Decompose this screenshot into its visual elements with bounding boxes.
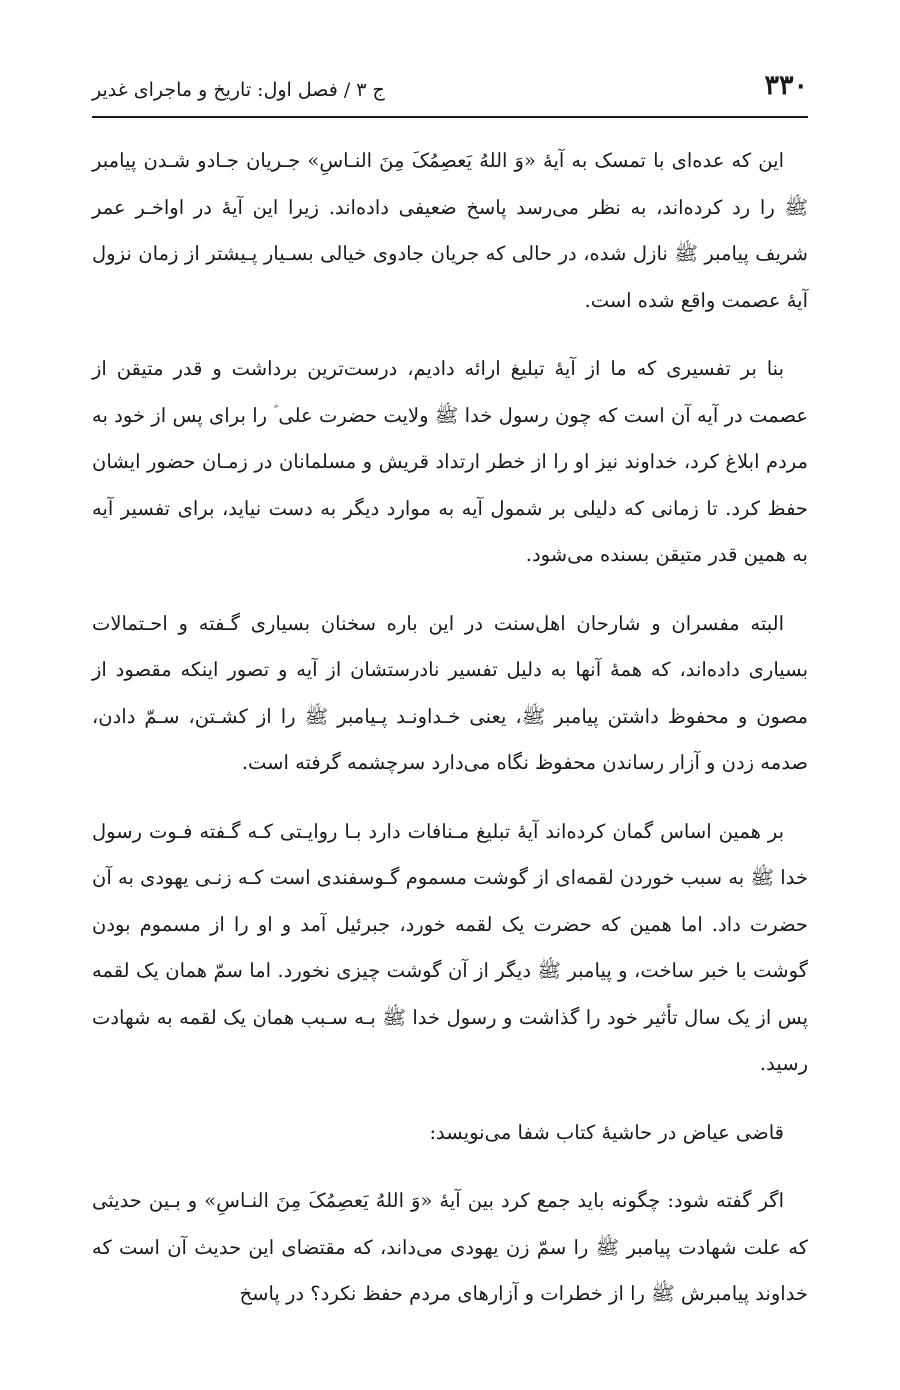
paragraph: اگر گفته شود: چگونه باید جمع کرد بین آیهٔ «وَ اللهُ یَعصِمُکَ مِنَ النـاسِ» و بـین حدیثی که علت شهادت پیامبر ﷺ را سمّ زن یهودی می‌داند، که مقتضای این حدیث آن است که خداوند پیامبرش ﷺ را از خطرات و آزارهای مردم حفظ نکرد؟ در پاسخ — [92, 1189, 808, 1305]
header-rule — [92, 116, 808, 118]
body-text — [92, 138, 808, 1318]
page-number: ۳۳۰ — [764, 70, 808, 101]
paragraph: قاضی عیاض در حاشیهٔ کتاب شفا می‌نویسد: — [429, 1120, 784, 1144]
paragraph: بنا بر تفسیری که ما از آیهٔ تبلیغ ارائه دادیم، درست‌ترین برداشت و قدر متیقن از عصمت در آیه آن است که چون رسول خدا ﷺ ولایت حضرت علی ؑ را برای پس از خود به مردم ابلاغ کرد، خداوند نیز او را از خطر ارتداد قریش و مسلمانان در زمـان حضور ایشان حفظ کرد. تا زمانی که دلیلی بر شمول آیه به موارد دیگر به دست نیاید، برای تفسیر آیه به همین قدر متیقن بسنده می‌شود. — [92, 357, 808, 566]
paragraph: این که عده‌ای با تمسک به آیهٔ «وَ اللهُ یَعصِمُکَ مِنَ النـاسِ» جـریان جـادو شـدن پیامبر ﷺ را رد کرده‌اند، به نظر می‌رسد پاسخ ضعیفی داده‌اند. زیرا این آیهٔ در اواخـر عمر شریف پیامبر ﷺ نازل شده، در حالی که جریان جادوی خیالی بسـیار پـیشتر از زمان نزول آیهٔ عصمت واقع شده است. — [92, 149, 808, 312]
page-header — [92, 62, 808, 114]
paragraph: البته مفسران و شارحان اهل‌سنت در این باره سخنان بسیاری گـفته و احـتمالات بسیاری داده‌اند، که همهٔ آنها به دلیل تفسیر نادرستشان از آیه و تصور اینکه مقصود از مصون و محفوظ داشتن پیامبر ﷺ، یعنی خـداونـد پـیامبر ﷺ را از کشـتن، سـمّ دادن، صدمه زدن و آزار رساندن محفوظ نگاه می‌دارد سرچشمه گرفته است. — [92, 611, 808, 774]
paragraph: بر همین اساس گمان کرده‌اند آیهٔ تبلیغ مـنافات دارد بـا روایـتی کـه گـفته فـوت رسول خدا ﷺ به سبب خوردن لقمه‌ای از گوشت مسموم گـوسفندی است کـه زنـی یهودی به آن حضرت داد. اما همین که حضرت یک لقمه خورد، جبرئیل آمد و او را از مسموم بودن گوشت با خبر ساخت، و پیامبر ﷺ دیگر از آن گوشت چیزی نخورد. اما سمّ همان یک لقمه پس از یک سال تأثیر خود را گذاشت و رسول خدا ﷺ بـه سـبب همان یک لقمه به شهادت رسید. — [92, 819, 808, 1075]
running-title: ج ۳ / فصل اول: تاریخ و ماجرای غدیر — [92, 79, 385, 101]
